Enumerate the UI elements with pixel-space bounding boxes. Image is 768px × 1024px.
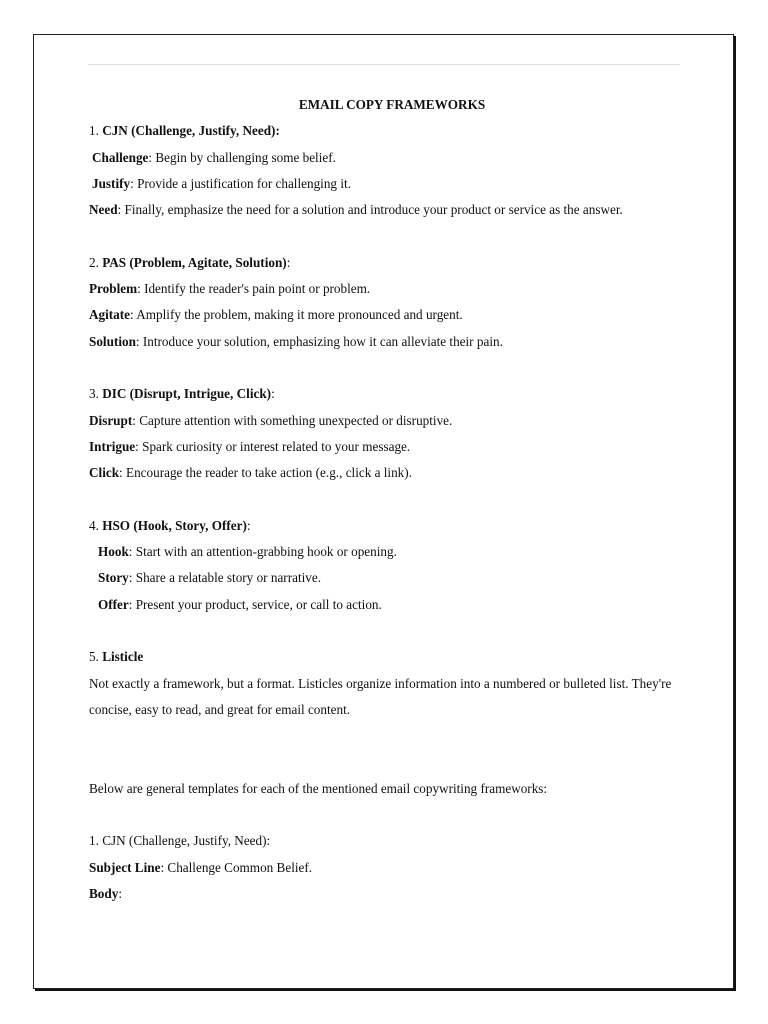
cjn-item-justify: Justify: Provide a justification for challenging it. (92, 175, 351, 191)
listicle-paragraph: Not exactly a framework, but a format. Listicles organize information into a numbered or bulleted list. They're concise, easy to read, and great for email content. (89, 675, 672, 717)
hso-item-hook: Hook: Start with an attention-grabbing hook or opening. (98, 544, 397, 560)
hso-item-offer: Offer: Present your product, service, or call to action. (98, 596, 382, 612)
pas-item-solution: Solution: Introduce your solution, emphasizing how it can alleviate their pain. (89, 333, 503, 349)
spacer (89, 802, 689, 828)
document-page (33, 34, 734, 989)
templates-intro: Below are general templates for each of the mentioned email copywriting frameworks: (89, 780, 548, 796)
spacer (89, 618, 689, 644)
dic-item-intrigue: Intrigue: Spark curiosity or interest related to your message. (89, 438, 411, 454)
dic-item-disrupt: Disrupt: Capture attention with something unexpected or disruptive. (89, 412, 453, 428)
section-heading-dic: 3. DIC (Disrupt, Intrigue, Click): (89, 386, 275, 402)
section-heading-cjn: 1. CJN (Challenge, Justify, Need): (89, 123, 280, 139)
spacer (89, 723, 689, 776)
section-heading-pas: 2. PAS (Problem, Agitate, Solution): (89, 254, 291, 270)
pas-item-problem: Problem: Identify the reader's pain point or problem. (89, 281, 371, 297)
document-title: EMAIL COPY FRAMEWORKS (298, 97, 486, 112)
cjn-item-need: Need: Finally, emphasize the need for a solution and introduce your product or service as the answer. (89, 202, 623, 218)
template-body: Body: (89, 885, 122, 901)
spacer (89, 223, 689, 249)
section-heading-hso: 4. HSO (Hook, Story, Offer): (89, 517, 251, 533)
section-heading-listicle: 5. Listicle (89, 649, 144, 665)
dic-item-click: Click: Encourage the reader to take action (e.g., click a link). (89, 465, 412, 481)
template-heading-cjn: 1. CJN (Challenge, Justify, Need): (89, 833, 271, 849)
spacer (89, 486, 689, 512)
document-body (89, 92, 689, 907)
spacer (89, 355, 689, 381)
template-subject-line: Subject Line: Challenge Common Belief. (89, 859, 313, 875)
pas-item-agitate: Agitate: Amplify the problem, making it more pronounced and urgent. (89, 307, 463, 323)
hso-item-story: Story: Share a relatable story or narrative. (98, 570, 322, 586)
cjn-item-challenge: Challenge: Begin by challenging some belief. (92, 149, 336, 165)
header-rule (88, 64, 680, 65)
